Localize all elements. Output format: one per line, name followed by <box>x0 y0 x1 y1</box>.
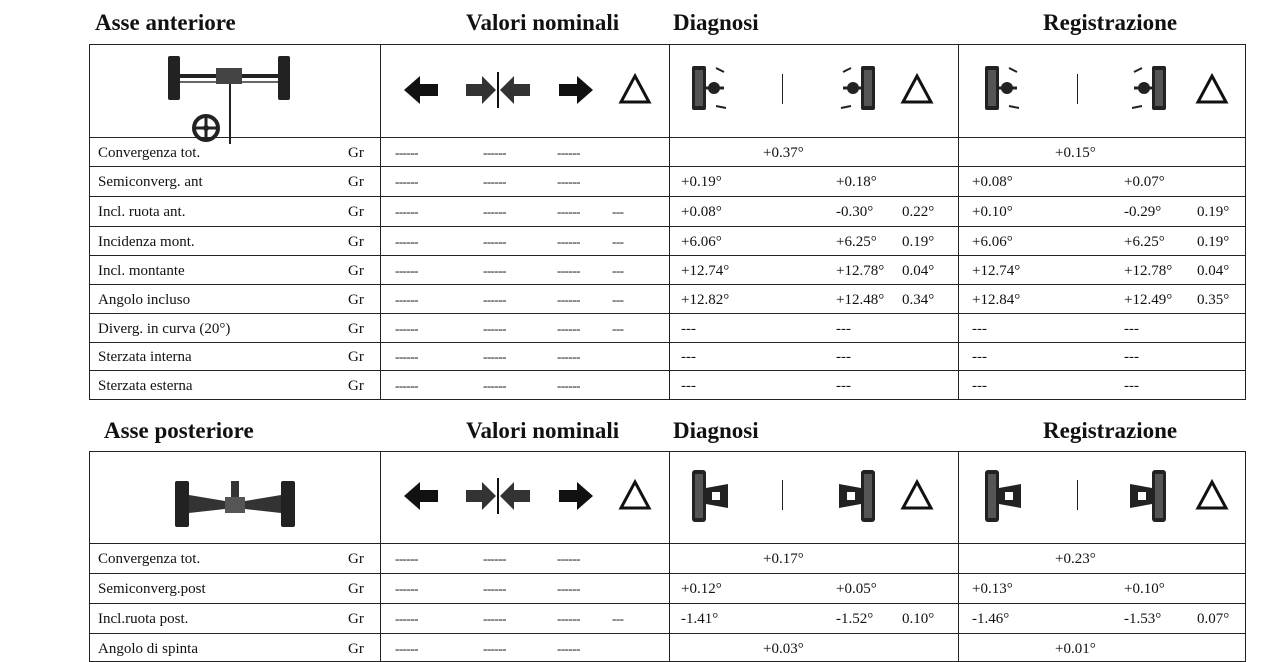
diag-right-value: -0.30° <box>836 204 874 220</box>
reg-left-value: +0.08° <box>972 174 1013 190</box>
front-row-divider <box>89 370 1246 371</box>
nominal-value: ------ <box>557 234 580 249</box>
reg-right-value: +0.10° <box>1124 581 1165 597</box>
reg-left-value: --- <box>972 378 987 394</box>
reg-left-value: +12.84° <box>972 292 1021 308</box>
rear-row-unit: Gr <box>348 611 364 627</box>
rear-row-unit: Gr <box>348 581 364 597</box>
reg-left-value: +0.13° <box>972 581 1013 597</box>
diag-left-value: +12.74° <box>681 263 730 279</box>
rear-row-unit: Gr <box>348 551 364 567</box>
diag-right-value: --- <box>836 349 851 365</box>
front-column-divider <box>669 44 670 400</box>
nominal-value: ------ <box>395 321 418 336</box>
rear-nominal-header: Valori nominali <box>466 418 620 443</box>
front-row-unit: Gr <box>348 204 364 220</box>
front-row-label: Sterzata interna <box>98 349 192 365</box>
diag-left-value: -1.41° <box>681 611 719 627</box>
diag-right-value: +12.78° <box>836 263 885 279</box>
diag-total-value: +0.37° <box>763 145 804 161</box>
nominal-value: ------ <box>395 234 418 249</box>
warning-triangle-icon <box>1196 72 1228 106</box>
reg-left-value: --- <box>972 321 987 337</box>
nominal-value: ------ <box>557 641 580 656</box>
rear-row-divider <box>89 543 1246 544</box>
nominal-value: ------ <box>483 551 506 566</box>
front-wheel-camber-icon <box>1128 64 1168 116</box>
arrows-converge-icon <box>466 72 530 108</box>
nominal-value: ------ <box>557 174 580 189</box>
rear-row-unit: Gr <box>348 641 364 657</box>
arrow-left-icon <box>402 478 442 514</box>
reg-right-value: +6.25° <box>1124 234 1165 250</box>
nominal-value: --- <box>612 234 624 249</box>
nominal-value: ------ <box>557 581 580 596</box>
front-row-label: Diverg. in curva (20°) <box>98 321 231 337</box>
reg-total-value: +0.23° <box>1055 551 1096 567</box>
front-row-unit: Gr <box>348 349 364 365</box>
diag-left-value: +0.19° <box>681 174 722 190</box>
nominal-value: ------ <box>483 204 506 219</box>
diag-diff-value: 0.34° <box>902 292 935 308</box>
rear-row-label: Angolo di spinta <box>98 641 198 657</box>
rear-column-divider <box>380 451 381 662</box>
front-row-divider <box>89 313 1246 314</box>
reg-left-value: -1.46° <box>972 611 1010 627</box>
front-diagnosis-header: Diagnosi <box>673 10 759 35</box>
rear-row-divider <box>89 603 1246 604</box>
diag-right-value: --- <box>836 321 851 337</box>
front-row-divider <box>89 342 1246 343</box>
front-row-divider <box>89 166 1246 167</box>
reg-left-value: +6.06° <box>972 234 1013 250</box>
reg-diff-value: 0.04° <box>1197 263 1230 279</box>
diag-diff-value: 0.19° <box>902 234 935 250</box>
diag-left-value: +6.06° <box>681 234 722 250</box>
nominal-value: ------ <box>483 349 506 364</box>
reg-right-value: --- <box>1124 349 1139 365</box>
reg-left-value: +0.10° <box>972 204 1013 220</box>
nominal-value: ------ <box>395 378 418 393</box>
nominal-value: --- <box>612 611 624 626</box>
rear-column-divider <box>669 451 670 662</box>
reg-diff-value: 0.35° <box>1197 292 1230 308</box>
reg-total-value: +0.15° <box>1055 145 1096 161</box>
reg-right-value: -0.29° <box>1124 204 1162 220</box>
diag-total-value: +0.17° <box>763 551 804 567</box>
diag-total-value: +0.03° <box>763 641 804 657</box>
nominal-value: ------ <box>483 581 506 596</box>
front-wheel-camber-icon <box>690 64 730 116</box>
front-row-divider <box>89 284 1246 285</box>
nominal-value: --- <box>612 321 624 336</box>
nominal-value: ------ <box>557 292 580 307</box>
reg-right-value: --- <box>1124 378 1139 394</box>
front-row-divider <box>89 255 1246 256</box>
arrow-right-icon <box>557 72 597 108</box>
rear-axle-icon <box>173 479 297 529</box>
nominal-value: ------ <box>483 263 506 278</box>
nominal-value: --- <box>612 292 624 307</box>
front-row-label: Incl. montante <box>98 263 185 279</box>
diag-left-value: +0.08° <box>681 204 722 220</box>
warning-triangle-icon <box>1196 478 1228 512</box>
rear-column-divider <box>958 451 959 662</box>
diag-left-value: --- <box>681 321 696 337</box>
diag-right-value: -1.52° <box>836 611 874 627</box>
front-nominal-header: Valori nominali <box>466 10 620 35</box>
rear-wheel-icon <box>983 470 1023 522</box>
nominal-value: ------ <box>395 349 418 364</box>
nominal-value: ------ <box>395 292 418 307</box>
warning-triangle-icon <box>901 72 933 106</box>
front-row-label: Angolo incluso <box>98 292 191 308</box>
arrow-right-icon <box>557 478 597 514</box>
nominal-value: ------ <box>395 204 418 219</box>
front-row-label: Sterzata esterna <box>98 378 193 394</box>
nominal-value: ------ <box>483 611 506 626</box>
front-column-divider <box>380 44 381 400</box>
front-row-label: Incidenza mont. <box>98 234 195 250</box>
front-row-label: Convergenza tot. <box>98 145 201 161</box>
diag-right-value: --- <box>836 378 851 394</box>
front-column-divider <box>958 44 959 400</box>
warning-triangle-icon <box>619 72 651 106</box>
nominal-value: ------ <box>557 551 580 566</box>
nominal-value: ------ <box>557 204 580 219</box>
nominal-value: ------ <box>557 378 580 393</box>
rear-row-divider <box>89 633 1246 634</box>
front-wheel-camber-icon <box>837 64 877 116</box>
front-title: Asse anteriore <box>95 10 236 35</box>
wheel-separator-line <box>1077 480 1078 510</box>
nominal-value: ------ <box>483 234 506 249</box>
reg-diff-value: 0.07° <box>1197 611 1230 627</box>
reg-right-value: +12.49° <box>1124 292 1173 308</box>
nominal-value: ------ <box>395 611 418 626</box>
nominal-value: ------ <box>395 263 418 278</box>
front-row-unit: Gr <box>348 263 364 279</box>
reg-total-value: +0.01° <box>1055 641 1096 657</box>
reg-left-value: +12.74° <box>972 263 1021 279</box>
front-row-unit: Gr <box>348 174 364 190</box>
warning-triangle-icon <box>901 478 933 512</box>
diag-left-value: +0.12° <box>681 581 722 597</box>
front-row-unit: Gr <box>348 234 364 250</box>
diag-right-value: +0.05° <box>836 581 877 597</box>
nominal-value: ------ <box>395 581 418 596</box>
warning-triangle-icon <box>619 478 651 512</box>
rear-wheel-icon <box>837 470 877 522</box>
diag-diff-value: 0.04° <box>902 263 935 279</box>
front-adjustment-header: Registrazione <box>1043 10 1178 35</box>
reg-right-value: +12.78° <box>1124 263 1173 279</box>
diag-left-value: +12.82° <box>681 292 730 308</box>
diag-diff-value: 0.10° <box>902 611 935 627</box>
nominal-value: ------ <box>557 611 580 626</box>
rear-adjustment-header: Registrazione <box>1043 418 1178 443</box>
front-wheel-camber-icon <box>983 64 1023 116</box>
nominal-value: ------ <box>395 551 418 566</box>
reg-diff-value: 0.19° <box>1197 204 1230 220</box>
nominal-value: ------ <box>557 263 580 278</box>
diag-right-value: +0.18° <box>836 174 877 190</box>
rear-title: Asse posteriore <box>104 418 254 443</box>
wheel-separator-line <box>782 74 783 104</box>
front-row-label: Incl. ruota ant. <box>98 204 186 220</box>
nominal-value: ------ <box>557 321 580 336</box>
front-row-divider <box>89 226 1246 227</box>
front-row-unit: Gr <box>348 145 364 161</box>
wheel-separator-line <box>1077 74 1078 104</box>
nominal-value: ------ <box>483 378 506 393</box>
front-row-label: Semiconverg. ant <box>98 174 203 190</box>
diag-right-value: +12.48° <box>836 292 885 308</box>
reg-diff-value: 0.19° <box>1197 234 1230 250</box>
arrow-left-icon <box>402 72 442 108</box>
rear-row-label: Incl.ruota post. <box>98 611 189 627</box>
diag-left-value: --- <box>681 378 696 394</box>
nominal-value: --- <box>612 263 624 278</box>
nominal-value: ------ <box>395 145 418 160</box>
reg-left-value: --- <box>972 349 987 365</box>
nominal-value: ------ <box>557 145 580 160</box>
nominal-value: ------ <box>395 174 418 189</box>
nominal-value: --- <box>612 204 624 219</box>
wheel-separator-line <box>782 480 783 510</box>
nominal-value: ------ <box>483 292 506 307</box>
nominal-value: ------ <box>483 321 506 336</box>
rear-wheel-icon <box>1128 470 1168 522</box>
diag-diff-value: 0.22° <box>902 204 935 220</box>
front-row-divider <box>89 196 1246 197</box>
rear-diagnosis-header: Diagnosi <box>673 418 759 443</box>
nominal-value: ------ <box>557 349 580 364</box>
front-row-unit: Gr <box>348 321 364 337</box>
nominal-value: ------ <box>483 174 506 189</box>
front-row-unit: Gr <box>348 292 364 308</box>
reg-right-value: --- <box>1124 321 1139 337</box>
rear-wheel-icon <box>690 470 730 522</box>
nominal-value: ------ <box>483 145 506 160</box>
rear-row-divider <box>89 573 1246 574</box>
nominal-value: ------ <box>483 641 506 656</box>
rear-row-label: Semiconverg.post <box>98 581 206 597</box>
reg-right-value: +0.07° <box>1124 174 1165 190</box>
nominal-value: ------ <box>395 641 418 656</box>
reg-right-value: -1.53° <box>1124 611 1162 627</box>
arrows-converge-icon <box>466 478 530 514</box>
diag-right-value: +6.25° <box>836 234 877 250</box>
diag-left-value: --- <box>681 349 696 365</box>
front-row-unit: Gr <box>348 378 364 394</box>
rear-row-label: Convergenza tot. <box>98 551 201 567</box>
front-axle-steering-icon <box>166 54 292 146</box>
